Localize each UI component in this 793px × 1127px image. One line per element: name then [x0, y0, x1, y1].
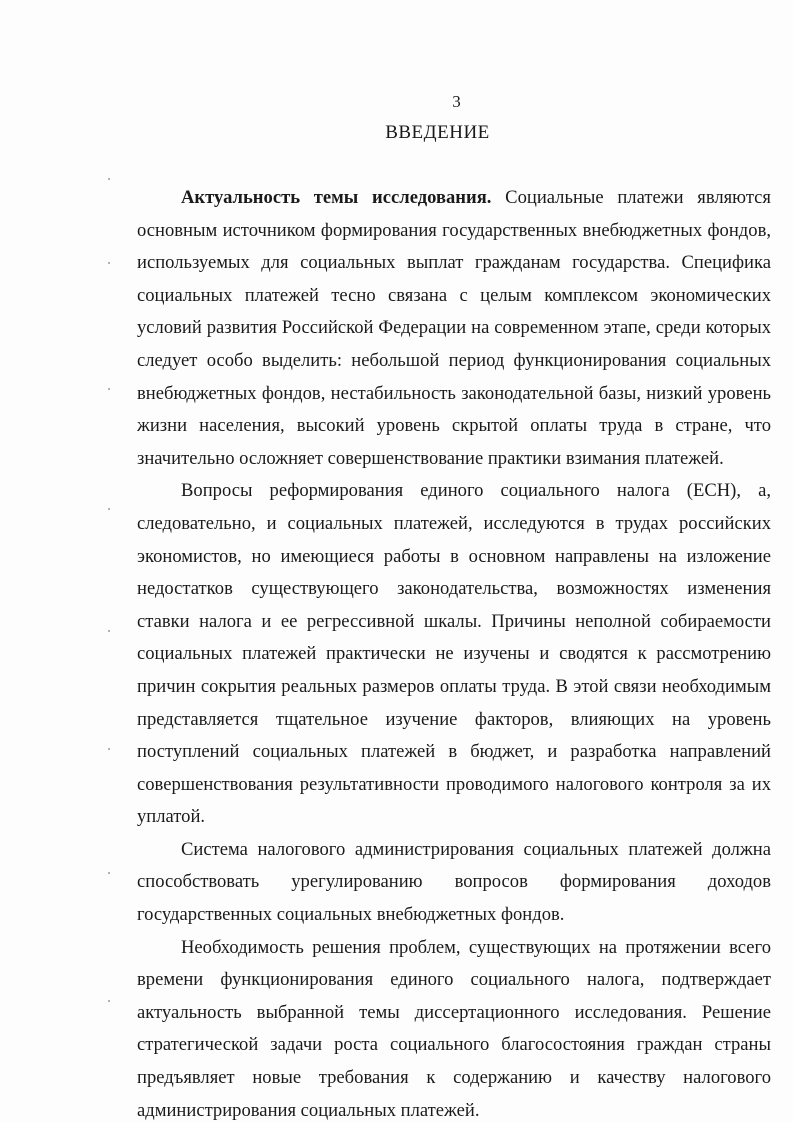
margin-mark [108, 630, 110, 632]
paragraph-administration: Система налогового администрирования социальных платежей должна способствовать урегулированию вопросов формирования доходов государственных социальных внебюджетных фондов. [137, 838, 771, 926]
margin-mark [108, 178, 110, 180]
margin-mark [108, 748, 110, 750]
paragraph-necessity: Необходимость решения проблем, существующих на протяжении всего времени функционирования единого социального налога, подтверждает актуальность выбранной темы диссертационного исследования. Решение стратегической задачи роста социального благосостояния граждан страны предъявляет новые требования к содержанию и качеству налогового администрирования социальных платежей. [137, 936, 771, 1121]
paragraph-reform: Вопросы реформирования единого социального налога (ЕСН), а, следовательно, и социальных платежей, исследуются в трудах российских экономистов, но имеющиеся работы в основном направлены на изложение недостатков существующего законодательства, возможностях изменения ставки налога и ее регрессивной шкалы. Причины неполной собираемости социальных платежей практически не изучены и сводятся к рассмотрению причин сокрытия реальных размеров оплаты труда. В этой связи необходимым представляется тщательное изучение факторов, влияющих на уровень поступлений социальных платежей в бюджет, и разработка направлений совершенствования результативности проводимого налогового контроля за их уплатой. [137, 480, 771, 828]
page-number: 3 [452, 92, 461, 111]
margin-mark [108, 508, 110, 510]
section-heading: ВВЕДЕНИЕ [385, 122, 490, 143]
margin-mark [108, 1000, 110, 1002]
margin-mark [108, 872, 110, 874]
paragraph-text: Социальные платежи являются основным источником формирования государственных внебюджетных фондов, используемых для социальных выплат гражданам государства. Специфика социальных платежей тесно связана с целым комплексом экономических условий развития Российской Федерации на современном этапе, среди которых следует особо выделить: небольшой период функционирования социальных внебюджетных фондов, нестабильность законодательной базы, низкий уровень жизни населения, высокий уровень скрытой оплаты труда в стране, что значительно осложняет совершенствование практики взимания платежей. [137, 187, 771, 469]
body-text [137, 182, 771, 1127]
paragraph-lead: Актуальность темы исследования. [181, 187, 492, 208]
margin-mark [108, 388, 110, 390]
paragraph-relevance [137, 182, 771, 475]
margin-mark [108, 262, 110, 264]
